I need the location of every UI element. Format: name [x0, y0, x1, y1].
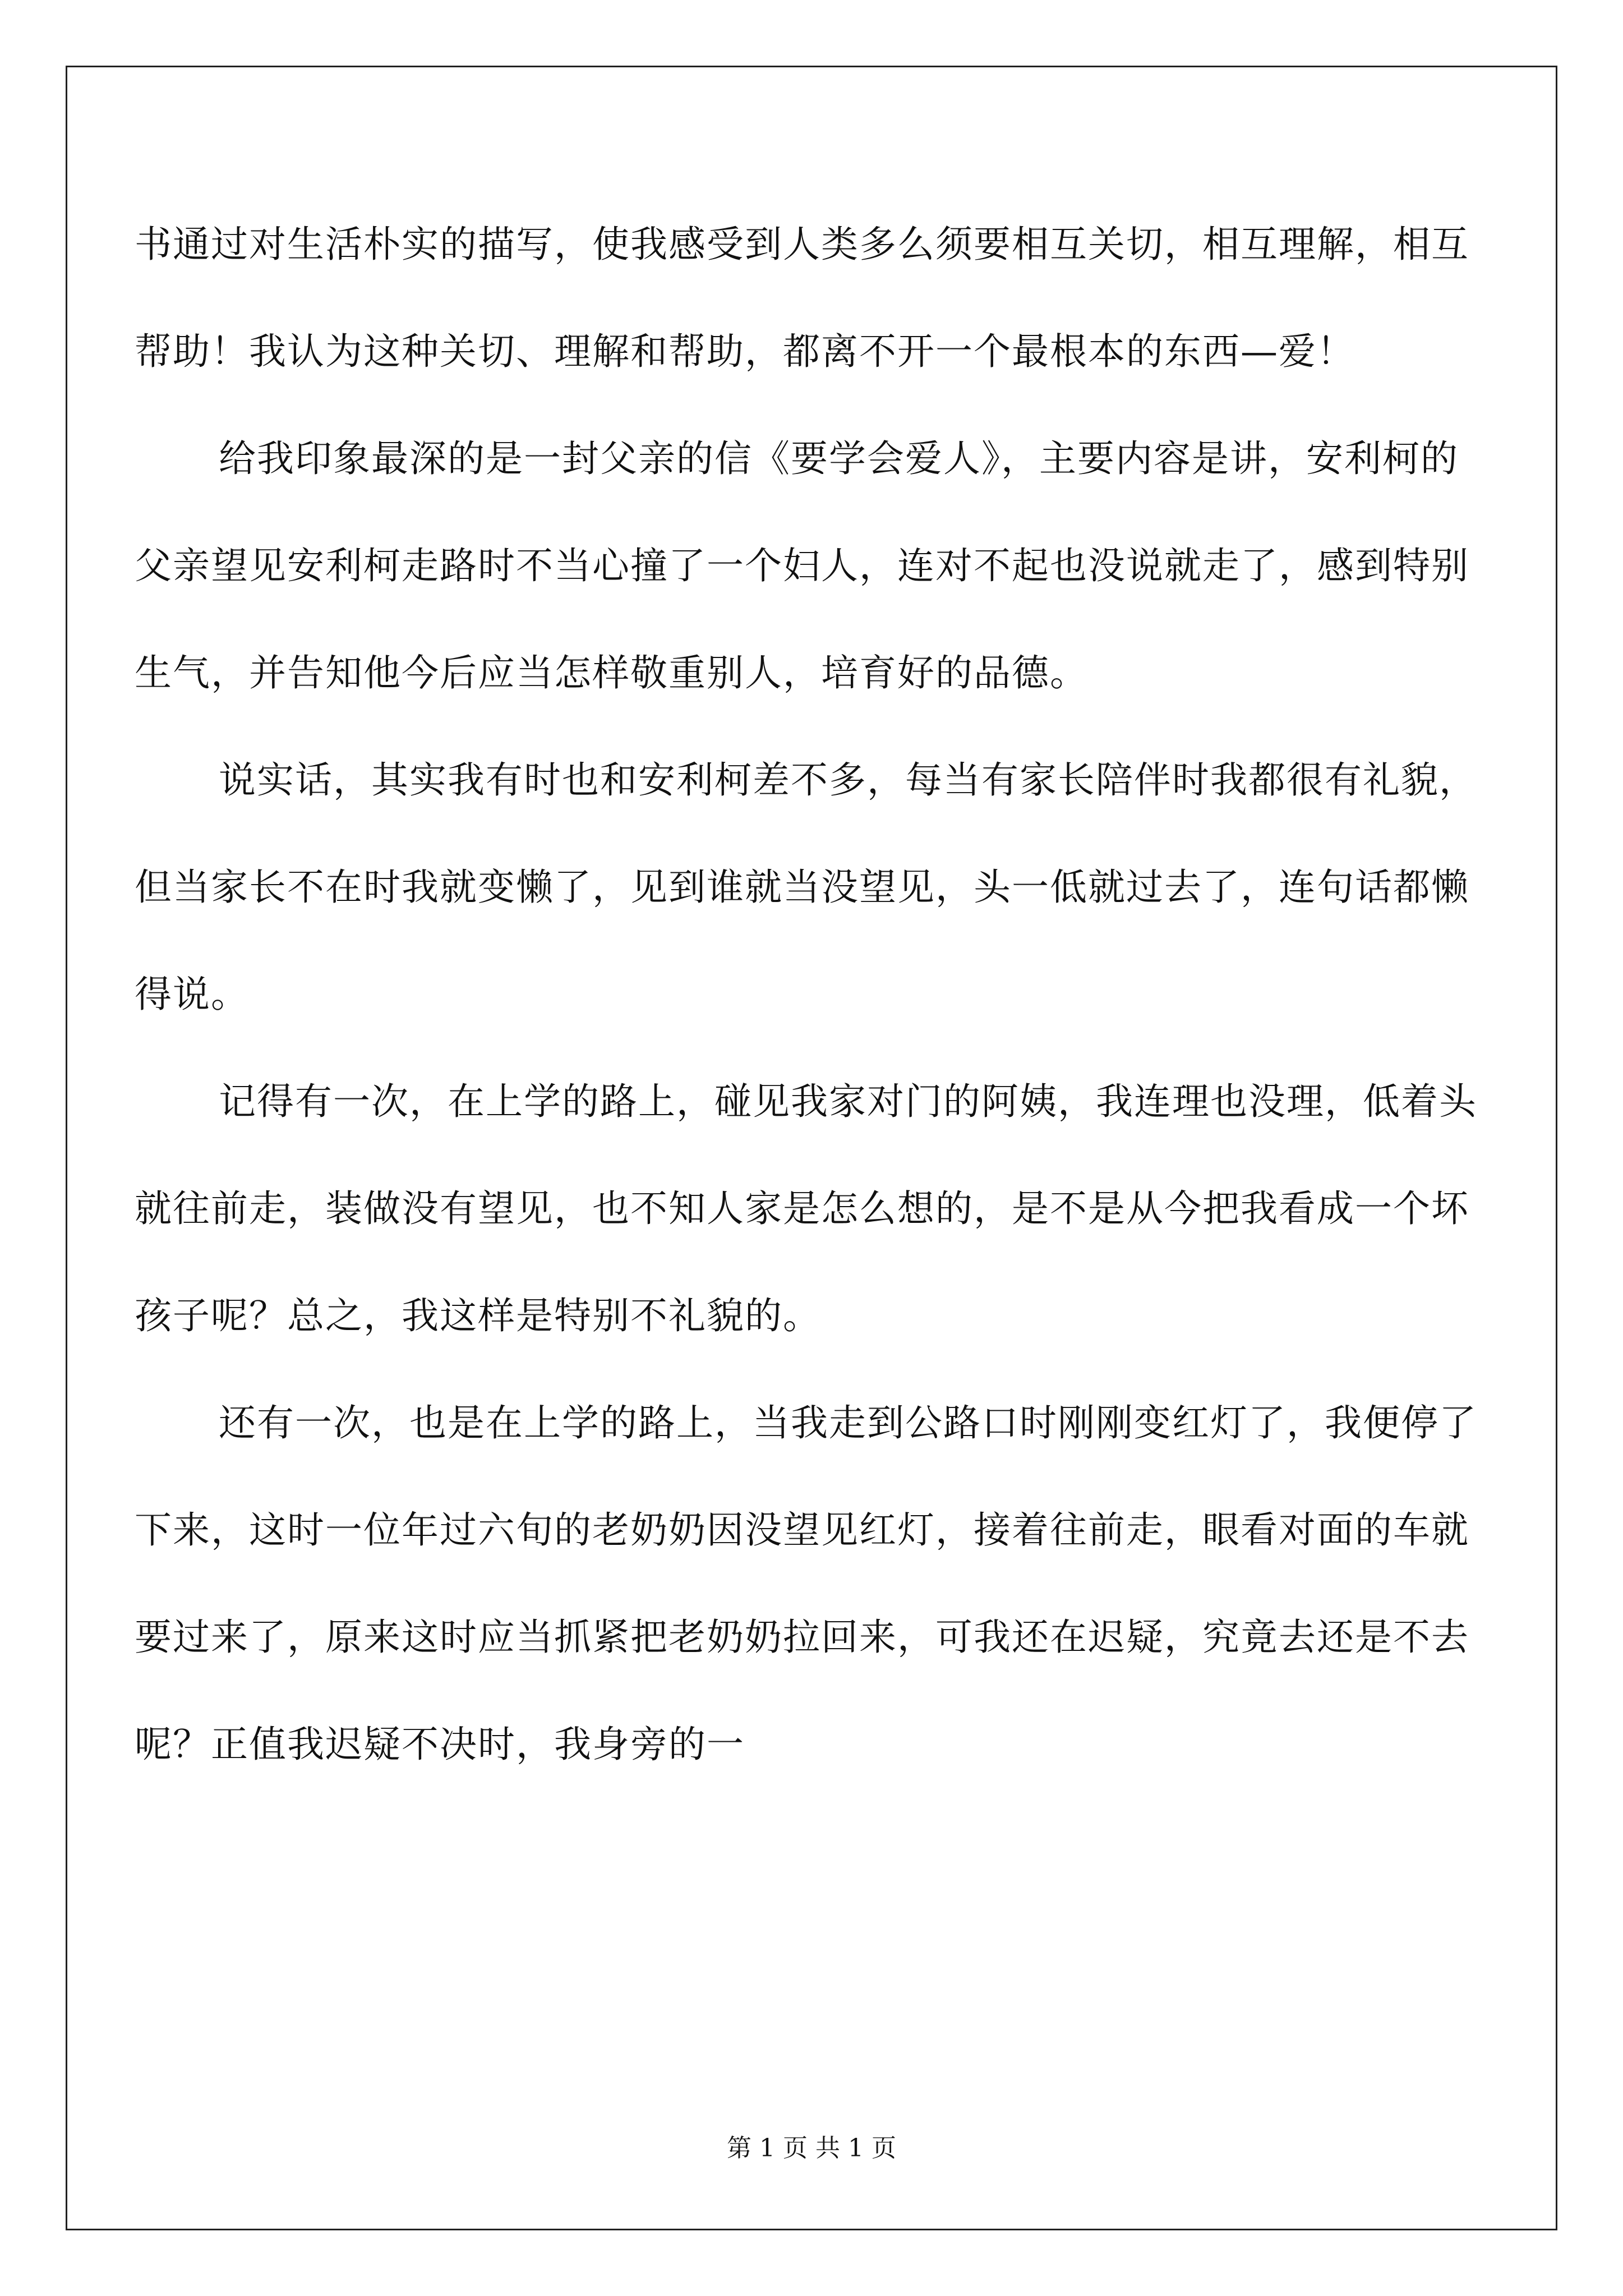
paragraph-3: 说实话，其实我有时也和安利柯差不多，每当有家长陪伴时我都很有礼貌，但当家长不在时我就变懒了，见到谁就当没望见，头一低就过去了，连句话都懒得说。	[135, 758, 1477, 1016]
paragraph-4: 记得有一次，在上学的路上，碰见我家对门的阿姨，我连理也没理，低着头就往前走，装做没有望见，也不知人家是怎么想的，是不是从今把我看成一个坏孩子呢？总之，我这样是特别不礼貌的。	[135, 1080, 1477, 1337]
paragraph-1: 书通过对生活朴实的描写，使我感受到人类多么须要相互关切，相互理解，相互帮助！我认为这种关切、理解和帮助，都离不开一个最根本的东西—爱！	[135, 223, 1469, 373]
paragraph-2: 给我印象最深的是一封父亲的信《要学会爱人》，主要内容是讲，安利柯的父亲望见安利柯走路时不当心撞了一个妇人，连对不起也没说就走了，感到特别生气，并告知他今后应当怎样敬重别人，培育好的品德。	[135, 437, 1469, 694]
document-body	[135, 191, 1492, 1798]
page-number: 第 1 页 共 1 页	[727, 2134, 896, 2162]
paragraph-5: 还有一次，也是在上学的路上，当我走到公路口时刚刚变红灯了，我便停了下来，这时一位年过六旬的老奶奶因没望见红灯，接着往前走，眼看对面的车就要过来了，原来这时应当抓紧把老奶奶拉回来，可我还在迟疑，究竟去还是不去呢？正值我迟疑不决时，我身旁的一	[135, 1401, 1477, 1766]
